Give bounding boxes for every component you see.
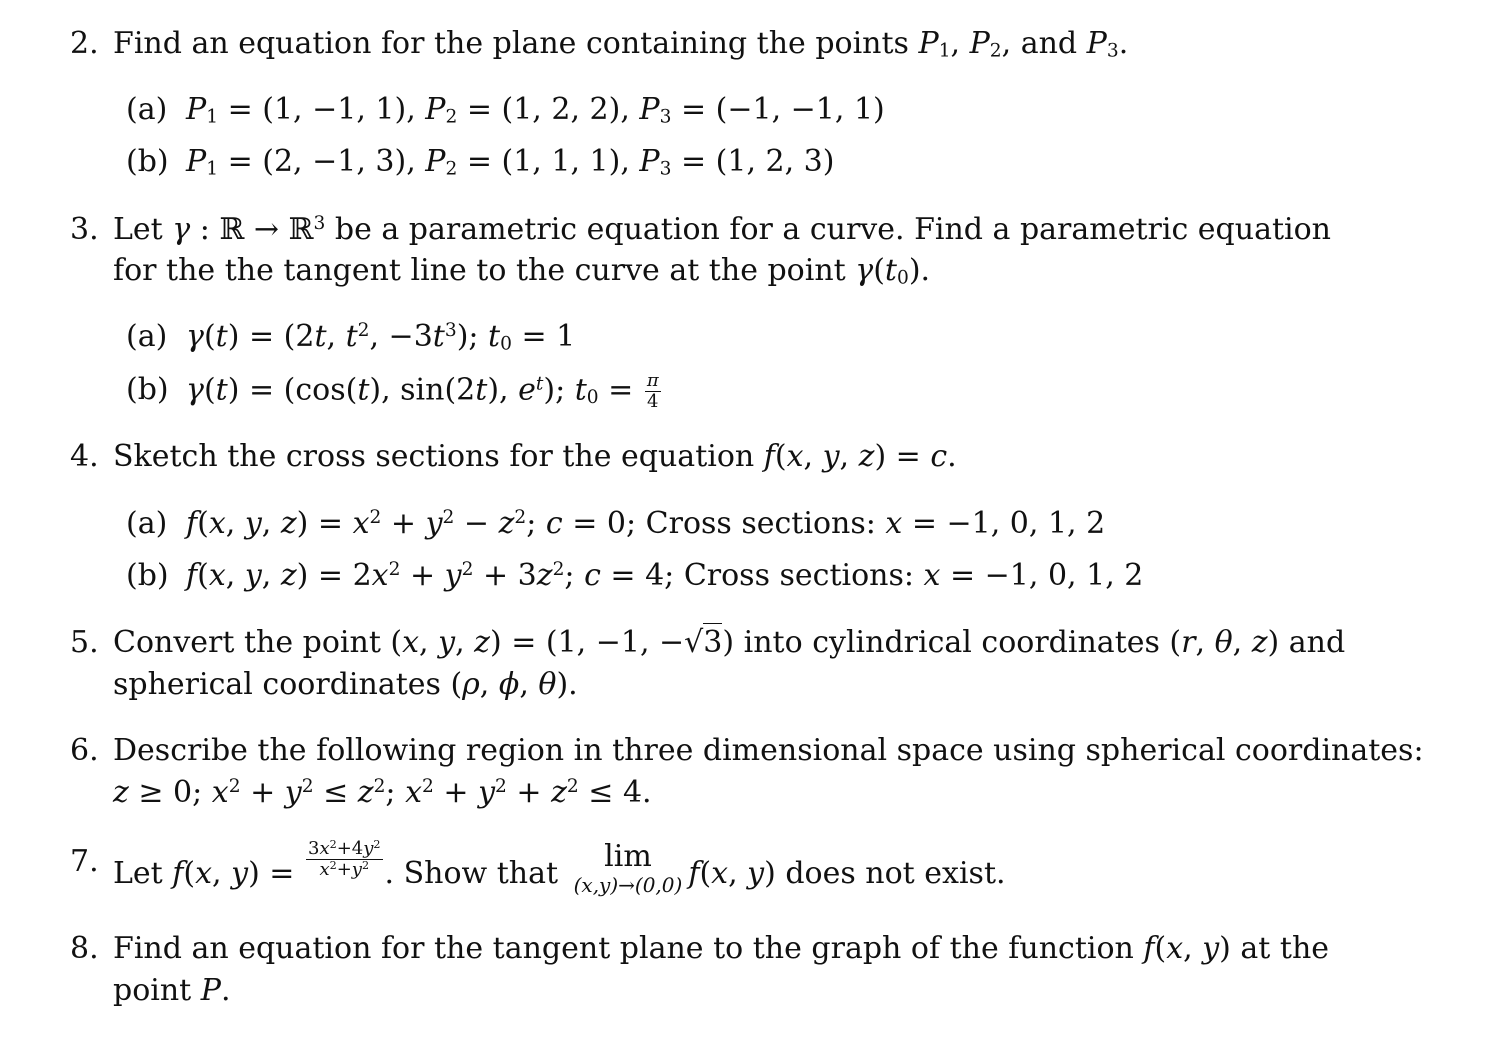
problem-text: spherical coordinates (ρ, ϕ, θ). bbox=[113, 667, 578, 702]
problem-number: 8. bbox=[70, 931, 99, 966]
part-text: $P_1 = (2$, −1, 3), $P_2 = (1$, 1, 1), $P_3 = (1$, 2, 3) bbox=[186, 144, 835, 180]
problem-number: 4. bbox=[70, 439, 99, 474]
problem-text: Sketch the cross sections for the equation f(x, y, z) = c. bbox=[113, 439, 957, 474]
part-text: γ(t) = (2t, $t^2$, $-3t^3$); $t_0 = 1$ bbox=[186, 319, 576, 355]
problem-text: Find an equation for the plane containing the points $P_1$, $P_2$, and $P_3$. bbox=[113, 26, 1129, 62]
problem-number: 3. bbox=[70, 212, 99, 247]
part-text: f(x, y, $z) = x^2 + y^2 - z^2$; c = 0; Cross sections: x = −1, 0, 1, 2 bbox=[186, 506, 1106, 541]
problem-number: 7. bbox=[70, 844, 99, 879]
part-label: (a) bbox=[126, 92, 168, 127]
part-label: (a) bbox=[126, 319, 168, 354]
part-label: (a) bbox=[126, 506, 168, 541]
problem-text: Describe the following region in three dimensional space using spherical coordinates: bbox=[113, 733, 1424, 768]
problem-text: point P. bbox=[113, 973, 231, 1008]
part-label: (b) bbox=[126, 558, 169, 593]
problem-text: z ≥ 0; $x^2 + y^2 \le z^2$; $x^2 + y^2 + z^2 \le 4$. bbox=[113, 775, 652, 810]
part-text: f(x, y, $z) = 2x^2 + y^2 + 3z^2$; c = 4; Cross sections: x = −1, 0, 1, 2 bbox=[186, 558, 1144, 593]
problem-text: Convert the point (x, y, z) = (1, −1, −√3) into cylindrical coordinates (r, θ, z) and bbox=[113, 625, 1346, 660]
problem-text: Let f(x, y) = $\frac{3x^2+4y^2}{x^2+y^2}$ . Show that lim (x,y)→(0,0) f(x, y) does not exist. bbox=[113, 837, 1006, 897]
part-text: γ(t) = (cos(t), sin(2t), $e^t$); $t_0$ = $\frac{\pi}{4}$ bbox=[186, 370, 659, 412]
problem-text: Find an equation for the tangent plane to the graph of the function f(x, y) at the bbox=[113, 931, 1330, 966]
problem-text: for the the tangent line to the curve at the point $\gamma(t_0)$. bbox=[113, 253, 931, 289]
problem-number: 2. bbox=[70, 26, 99, 61]
problem-text: Let γ : ℝ → ℝ$^3$ be a parametric equation for a curve. Find a parametric equation bbox=[113, 212, 1332, 247]
part-label: (b) bbox=[126, 144, 169, 179]
problem-number: 6. bbox=[70, 733, 99, 768]
part-text: $P_1 = (1$, −1, 1), $P_2 = (1$, 2, 2), $P_3 = (-1$, −1, 1) bbox=[186, 92, 885, 128]
problem-number: 5. bbox=[70, 625, 99, 660]
part-label: (b) bbox=[126, 372, 169, 407]
